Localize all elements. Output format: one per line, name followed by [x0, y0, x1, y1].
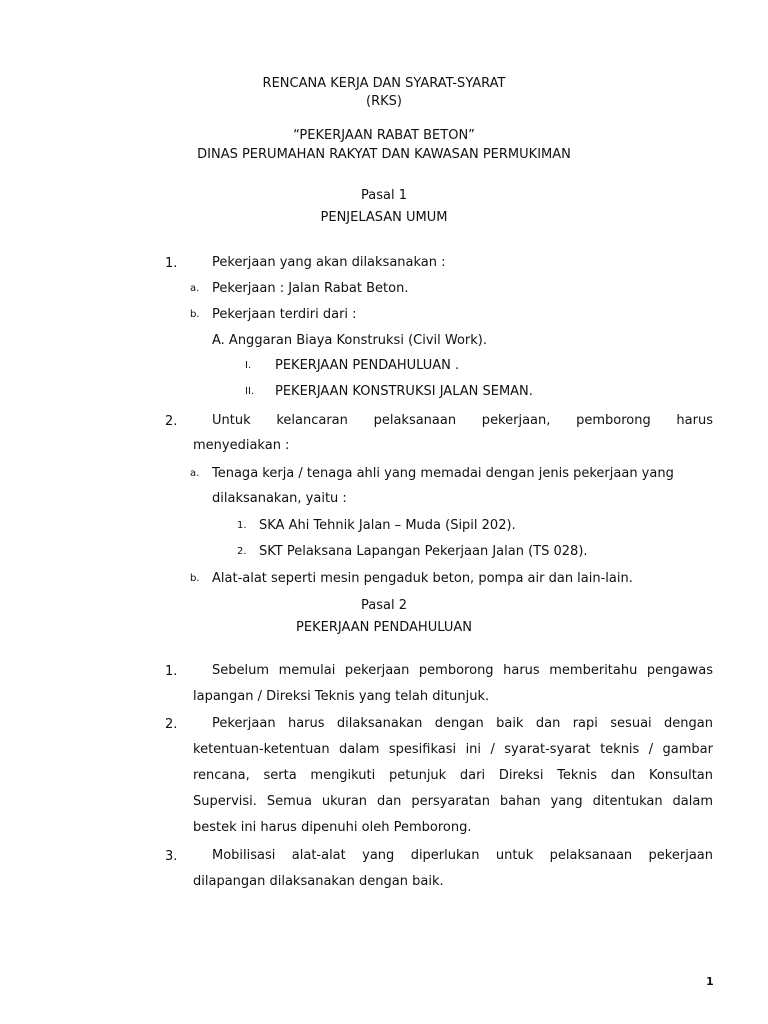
- list-item-continuation: menyediakan :: [193, 438, 290, 453]
- list-number: 2.: [165, 414, 178, 429]
- list-item-text: Sebelum memulai pekerjaan pemborong harus memberitahu pengawas: [212, 663, 713, 678]
- list-item-text: Untuk kelancaran pelaksanaan pekerjaan, pemborong harus: [212, 413, 713, 428]
- doc-title-line3: “PEKERJAAN RABAT BETON”: [293, 128, 475, 143]
- doc-title-line1: RENCANA KERJA DAN SYARAT-SYARAT: [262, 76, 506, 91]
- list-item-text: Pekerjaan : Jalan Rabat Beton.: [212, 281, 409, 296]
- doc-title-line4: DINAS PERUMAHAN RAKYAT DAN KAWASAN PERMUKIMAN: [197, 147, 571, 162]
- list-item-text: Mobilisasi alat-alat yang diperlukan untuk pelaksanaan pekerjaan: [212, 848, 713, 863]
- list-item-text: A. Anggaran Biaya Konstruksi (Civil Work).: [212, 333, 488, 348]
- list-roman: I.: [245, 360, 252, 371]
- list-item-continuation: rencana, serta mengikuti petunjuk dari Direksi Teknis dan Konsultan: [193, 768, 713, 783]
- list-number: 2.: [165, 717, 178, 732]
- list-letter: b.: [190, 573, 200, 584]
- list-item-continuation: Supervisi. Semua ukuran dan persyaratan bahan yang ditentukan dalam: [193, 794, 713, 809]
- list-letter: b.: [190, 309, 200, 320]
- list-number: 1.: [165, 256, 178, 271]
- page-number: 1: [706, 975, 714, 988]
- list-item-continuation: dilapangan dilaksanakan dengan baik.: [193, 874, 444, 889]
- list-item-text: PEKERJAAN KONSTRUKSI JALAN SEMAN.: [275, 384, 533, 399]
- list-number: 3.: [165, 849, 178, 864]
- list-number: 1.: [237, 520, 247, 531]
- pasal2-title: Pasal 2: [361, 598, 407, 613]
- list-item-text: PEKERJAAN PENDAHULUAN .: [275, 358, 460, 373]
- list-roman: II.: [245, 386, 255, 397]
- pasal2-subtitle: PEKERJAAN PENDAHULUAN: [296, 620, 472, 635]
- list-item-text: SKA Ahi Tehnik Jalan – Muda (Sipil 202).: [259, 518, 516, 533]
- list-item-text: Pekerjaan harus dilaksanakan dengan baik dan rapi sesuai dengan: [212, 716, 713, 731]
- pasal1-subtitle: PENJELASAN UMUM: [320, 210, 448, 225]
- list-number: 2.: [237, 546, 247, 557]
- list-item-text: Pekerjaan terdiri dari :: [212, 307, 357, 322]
- list-letter: a.: [190, 468, 200, 479]
- list-item-continuation: bestek ini harus dipenuhi oleh Pemborong.: [193, 820, 472, 835]
- list-number: 1.: [165, 664, 178, 679]
- list-letter: a.: [190, 283, 200, 294]
- list-item-continuation: dilaksanakan, yaitu :: [212, 491, 347, 506]
- list-item-continuation: lapangan / Direksi Teknis yang telah ditunjuk.: [193, 689, 490, 704]
- list-item-text: Tenaga kerja / tenaga ahli yang memadai dengan jenis pekerjaan yang: [212, 466, 674, 481]
- list-item-continuation: ketentuan-ketentuan dalam spesifikasi ini / syarat-syarat teknis / gambar: [193, 742, 713, 757]
- list-item-text: Alat-alat seperti mesin pengaduk beton, pompa air dan lain-lain.: [212, 571, 633, 586]
- list-item-text: SKT Pelaksana Lapangan Pekerjaan Jalan (TS 028).: [259, 544, 588, 559]
- list-item-text: Pekerjaan yang akan dilaksanakan :: [212, 255, 446, 270]
- pasal1-title: Pasal 1: [361, 188, 407, 203]
- doc-title-line2: (RKS): [366, 94, 402, 109]
